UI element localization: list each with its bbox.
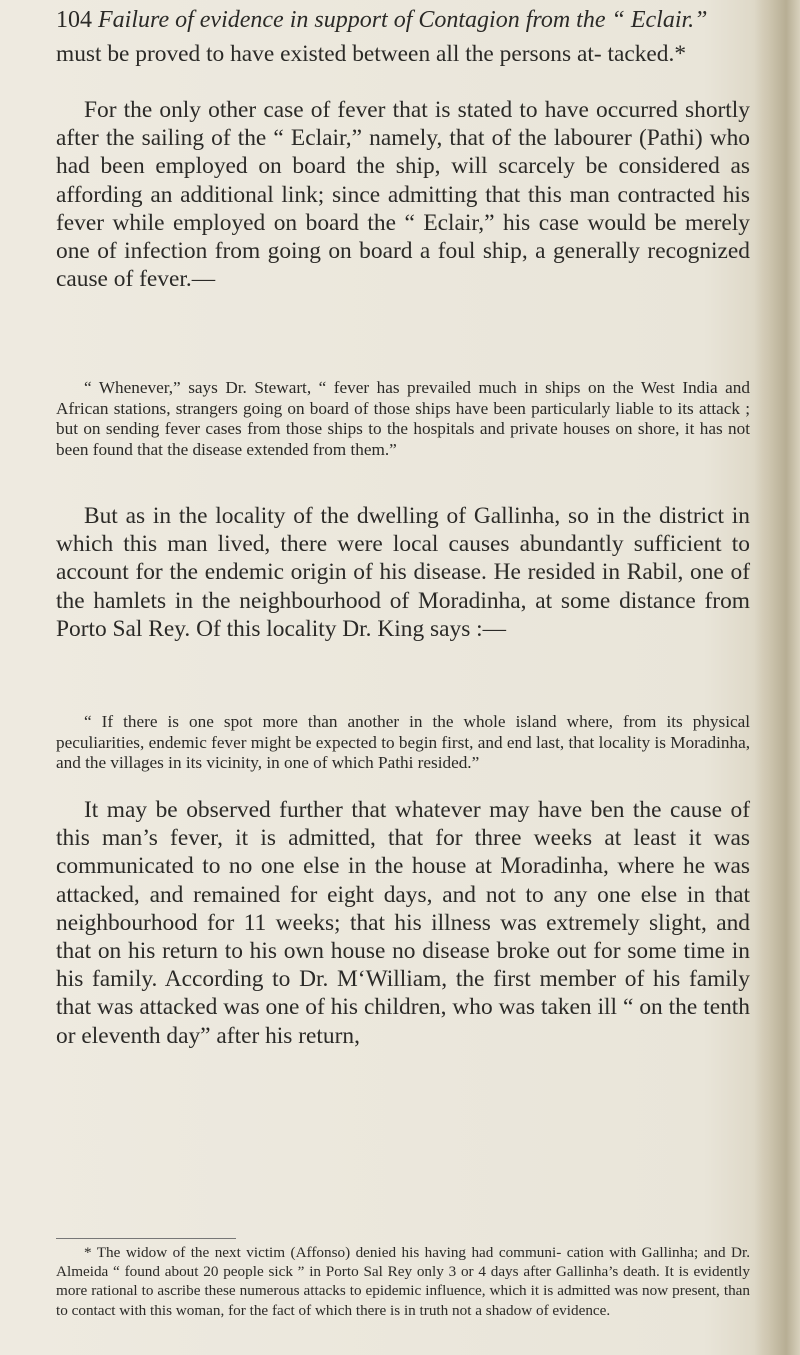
footnote-rule bbox=[56, 1238, 236, 1239]
paragraph-1: must be proved to have existed between all the persons at- tacked.* bbox=[56, 41, 687, 67]
quote-stewart: “ Whenever,” says Dr. Stewart, “ fever has prevailed much in ships on the West India and African stations, strangers going on board of those ships have been particularly liable to its attack ; but on sending fever cases from those ships to the hospitals and private houses on shore, it has not been found that the disease extended from them.” bbox=[56, 378, 750, 459]
paragraph-3: But as in the locality of the dwelling of Gallinha, so in the district in which this man lived, there were local causes abundantly sufficient to account for the endemic origin of his disease. He resided in Rabil, one of the hamlets in the neighbourhood of Moradinha, at some distance from Porto Sal Rey. Of this locality Dr. King says :— bbox=[56, 503, 750, 642]
running-head bbox=[56, 2, 750, 38]
page-edge-shadow bbox=[754, 0, 800, 1355]
running-title: Failure of evidence in support of Contagion from the “ Eclair.” bbox=[98, 7, 708, 33]
paragraph-2: For the only other case of fever that is stated to have occurred shortly after the sailing of the “ Eclair,” namely, that of the labourer (Pathi) who had been employed on board the ship, will scarcely be considered as affording an additional link; since admitting that this man contracted his fever while employed on board the “ Eclair,” his case would be merely one of infection from going on board a foul ship, a generally recognized cause of fever.— bbox=[56, 97, 750, 293]
paragraph-4: It may be observed further that whatever may have ben the cause of this man’s fever, it is admitted, that for three weeks at least it was communicated to no one else in the house at Moradinha, where he was attacked, and remained for eight days, and not to any one else in that neighbourhood for 11 weeks; that his illness was extremely slight, and that on his return to his own house no disease broke out for some time in his family. According to Dr. M‘William, the first member of his family that was attacked was one of his children, who was taken ill “ on the tenth or eleventh day” after his return, bbox=[56, 797, 750, 1049]
quote-king: “ If there is one spot more than another in the whole island where, from its physical peculiarities, endemic fever might be expected to begin first, and end last, that locality is Moradinha, and the villages in its vicinity, in one of which Pathi resided.” bbox=[56, 712, 750, 773]
footnote: * The widow of the next victim (Affonso) denied his having had communi- cation with Gallinha; and Dr. Almeida “ found about 20 people sick ” in Porto Sal Rey only 3 or 4 days after Gallinha’s death. It is evidently more rational to ascribe these numerous attacks to epidemic influence, which it is admitted was now present, than to contact with this woman, for the fact of which there is in truth not a shadow of evidence. bbox=[56, 1244, 750, 1319]
page-number: 104 bbox=[56, 7, 92, 33]
